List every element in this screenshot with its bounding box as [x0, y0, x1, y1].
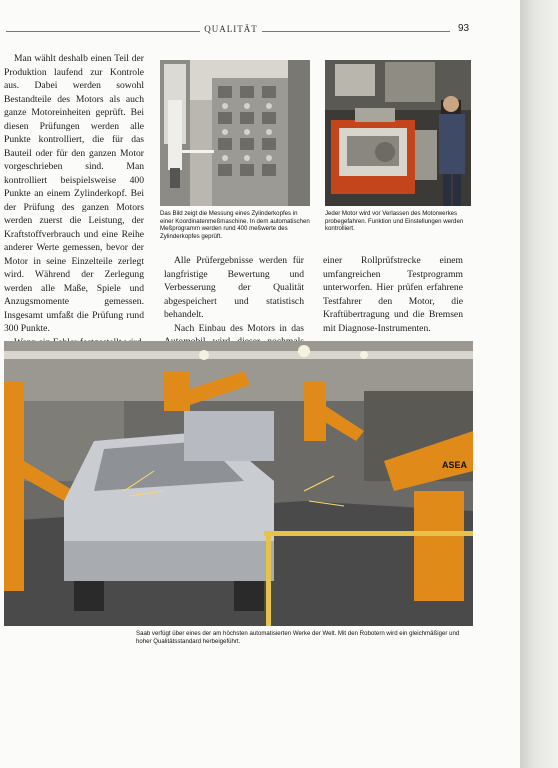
middle-paragraph-2: Nach Einbau des Motors in das: [174, 322, 304, 334]
photo-engine-test: [325, 60, 471, 206]
middle-paragraph-1: Alle Prüfergebnisse werden für langfristige Bewertung und Verbesserung der Qualität abgespeichert und statistisch behandelt.: [164, 255, 304, 320]
right-paragraph-1: einer Rollprüfstrecke einem umfangreichen Testprogramm unterworfen. Hier prüfen erfahrene Testfahrer den Motor, die Kraftübertragung und die Bremsen mit Diagnose-Instrumenten.: [323, 255, 463, 334]
caption-engine-test: Jeder Motor wird vor Verlassen des Motorwerkes probegefahren. Funktion und Einstellungen werden kontrolliert.: [325, 210, 464, 233]
page-edge: [520, 0, 558, 768]
caption-cylinder-head: Das Bild zeigt die Messung eines Zylinderkopfes in einer Koordinatenmeßmaschine. In dem automatischen Meßprogramm werden rund 400 meßwerte des Zylinderkopfes geprüft.: [160, 210, 310, 240]
section-title: QUALITÄT: [204, 24, 258, 34]
photo-cylinder-head-measurement: [160, 60, 310, 206]
right-text-column: [323, 254, 463, 335]
left-paragraph-1: Man wählt deshalb einen Teil der Produktion laufend zur Kontrole aus. Dabei werden sowohl Bestandteile des Motors als auch ganze Motoreinheiten geprüft. Bei diesen Prüfungen werden alle Punkte kontrolliert, die für das Bauteil oder für den ganzen Motor vorgeschrieben sind. Man kontrolliert beispielsweise 400 Punkte an einem Zylinderkopf. Bei der Prüfung des ganzen Motors werden zuerst die Leistung, der Kraftstoffverbrauch und eine Reihe anderer Werte gemessen, bevor der Motor in seine Einzelteile zerlegt wird. Während der Zerlegung werden alle Maße, Spiele und Anzugsmomente gemessen. Insgesamt umfaßt die Prüfung rund 300 Punkte.: [4, 53, 144, 334]
caption-robot-factory: Saab verfügt über eines der am höchsten automatisierten Werke der Welt. Mit den Robotern wird ein gleichmäßiger und hoher Qualitätsstandard herbeigeführt.: [136, 630, 460, 645]
robot-brand-label: ASEA: [442, 460, 468, 470]
header-rule-right: [262, 31, 450, 32]
photo-robot-factory: [4, 341, 473, 626]
header-rule-left: [6, 31, 200, 32]
page-number: 93: [458, 23, 470, 34]
